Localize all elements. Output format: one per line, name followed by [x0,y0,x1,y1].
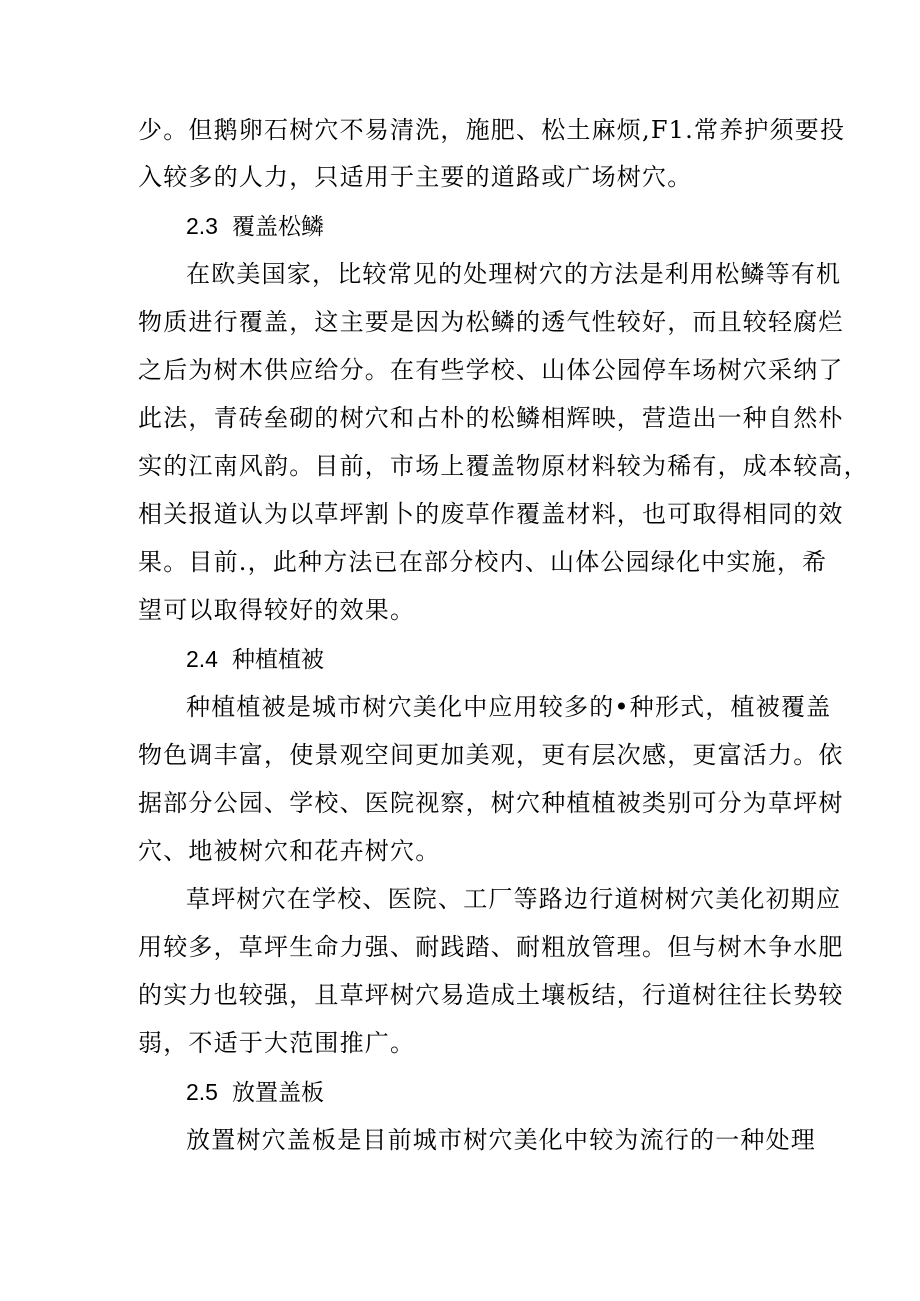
paragraph-line: 弱，不适于大范围推广。 [138,1029,416,1057]
section-number: 2.4 [186,646,218,672]
paragraph-line: 据部分公园、学校、医院视察，树穴种植植被类别可分为草坪树 [138,789,844,817]
section-heading-2-4 [186,643,324,676]
section-heading-2-5 [186,1076,324,1109]
paragraph-line: 果。目前.，此种方法已在部分校内、山体公园绿化中实施，希 [138,548,828,576]
paragraph-line: 之后为树木供应给分。在有些学校、山体公园停车场树穴采纳了 [138,356,844,384]
section-title: 覆盖松鳞 [232,214,324,240]
paragraph-line: 种植植被是城市树穴美化中应用较多的•种形式，植被覆盖 [186,693,832,721]
paragraph-line: 物色调丰富，使景观空间更加美观，更有层次感，更富活力。依 [138,741,844,769]
paragraph-line: 草坪树穴在学校、医院、工厂等路边行道树树穴美化初期应 [186,885,842,913]
section-number: 2.3 [186,213,218,239]
paragraph-line: 此法，青砖垒砌的树穴和占朴的松鳞相辉映，营造出一种自然朴 [138,404,844,432]
paragraph-line: 少。但鹅卵石树穴不易清洗，施肥、松土麻烦,F1.常养护须要投 [138,116,846,144]
paragraph-line: 放置树穴盖板是目前城市树穴美化中较为流行的一种处理 [186,1126,816,1154]
paragraph-line: 的实力也较强，且草坪树穴易造成土壤板结，行道树往往长势较 [138,981,844,1009]
paragraph-line: 望可以取得较好的效果。 [138,596,416,624]
paragraph-line: 实的江南风韵。目前，市场上覆盖物原材料较为稀有，成本较高， [138,452,869,480]
paragraph-line: 用较多，草坪生命力强、耐践踏、耐粗放管理。但与树木争水肥 [138,933,844,961]
section-number: 2.5 [186,1079,218,1105]
paragraph-line: 在欧美国家，比较常见的处理树穴的方法是利用松鳞等有机 [186,260,842,288]
paragraph-line: 穴、地被树穴和花卉树穴。 [138,837,441,865]
paragraph-line: 入较多的人力，只适用于主要的道路或广场树穴。 [138,163,693,191]
paragraph-line: 物质进行覆盖，这主要是因为松鳞的透气性较好，而且较轻腐烂 [138,308,844,336]
section-heading-2-3 [186,210,324,243]
paragraph-line: 相关报道认为以草坪割卜的废草作覆盖材料，也可取得相同的效 [138,500,844,528]
section-title: 放置盖板 [232,1080,324,1106]
section-title: 种植植被 [232,647,324,673]
